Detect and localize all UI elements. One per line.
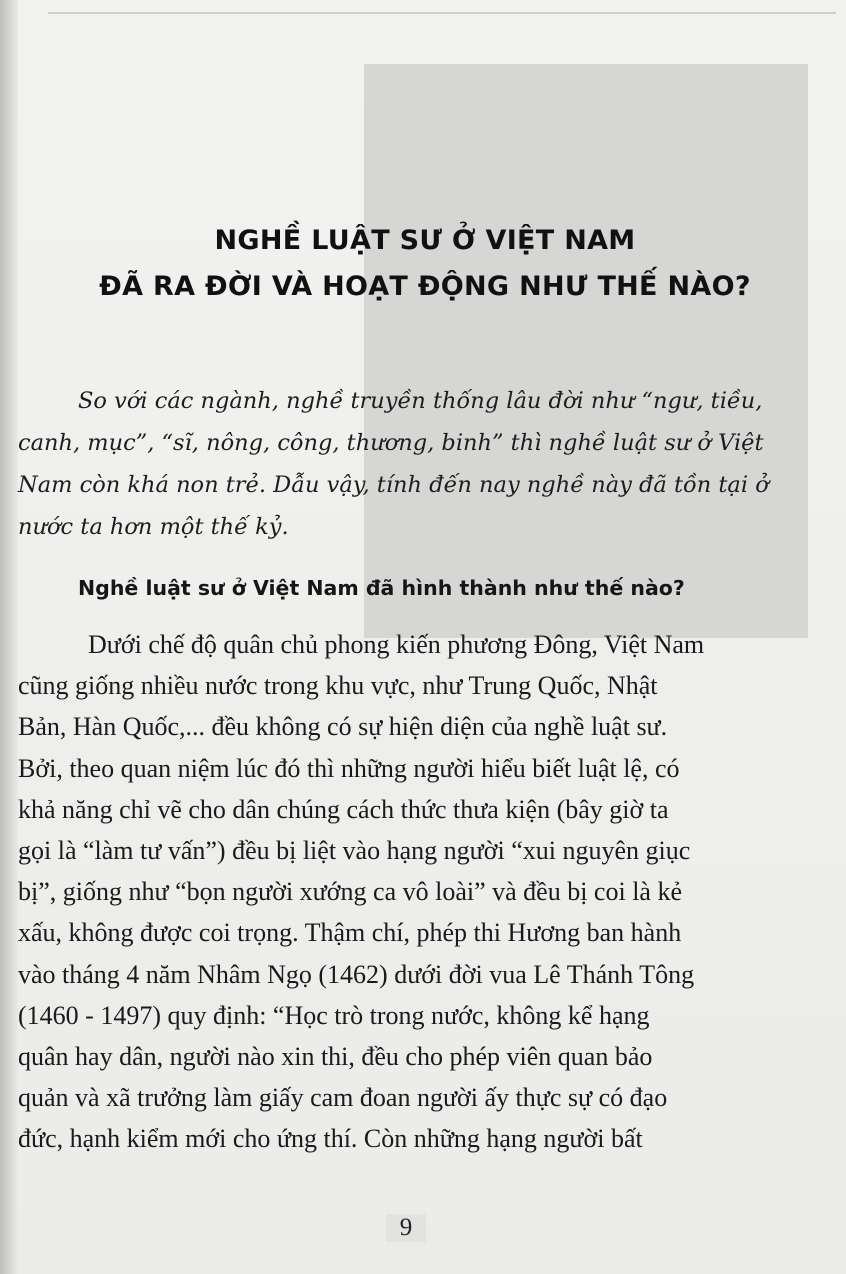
body-line: gọi là “làm tư vấn”) đều bị liệt vào hạng người “xui nguyên giục [18, 836, 691, 866]
body-line: Dưới chế độ quân chủ phong kiến phương Đông, Việt Nam [88, 630, 705, 659]
chapter-title [60, 218, 790, 310]
intro-line: So với các ngành, nghề truyền thống lâu đời như “ngư, tiều, [78, 388, 763, 414]
body-line: cũng giống nhiều nước trong khu vực, như Trung Quốc, Nhật [18, 671, 658, 701]
body-line: đức, hạnh kiểm mới cho ứng thí. Còn những hạng người bất [18, 1124, 643, 1154]
intro-line: nước ta hơn một thế kỷ. [18, 514, 289, 540]
body-line: Bản, Hàn Quốc,... đều không có sự hiện diện của nghề luật sư. [18, 712, 668, 742]
chapter-title-line-2: ĐÃ RA ĐỜI VÀ HOẠT ĐỘNG NHƯ THẾ NÀO? [99, 271, 751, 302]
body-line: bị”, giống như “bọn người xướng ca vô loài” và đều bị coi là kẻ [18, 877, 683, 907]
chapter-title-line-1: NGHỀ LUẬT SƯ Ở VIỆT NAM [214, 225, 636, 256]
body-paragraph [18, 624, 800, 1160]
intro-line: Nam còn khá non trẻ. Dẫu vậy, tính đến nay nghề này đã tồn tại ở [18, 472, 769, 498]
body-line: xấu, không được coi trọng. Thậm chí, phép thi Hương ban hành [18, 918, 682, 948]
intro-line: canh, mục”, “sĩ, nông, công, thương, binh” thì nghề luật sư ở Việt [18, 430, 764, 456]
section-heading: Nghề luật sư ở Việt Nam đã hình thành như thế nào? [78, 576, 685, 600]
body-line: quân hay dân, người nào xin thi, đều cho phép viên quan bảo [18, 1042, 653, 1072]
body-line: (1460 - 1497) quy định: “Học trò trong nước, không kể hạng [18, 1000, 650, 1030]
body-line: khả năng chỉ vẽ cho dân chúng cách thức thưa kiện (bây giờ ta [18, 794, 669, 824]
intro-paragraph [18, 380, 798, 548]
body-line: Bởi, theo quan niệm lúc đó thì những người hiểu biết luật lệ, có [18, 753, 680, 783]
body-line: quản và xã trưởng làm giấy cam đoan người ấy thực sự có đạo [18, 1083, 668, 1113]
body-line: vào tháng 4 năm Nhâm Ngọ (1462) dưới đời vua Lê Thánh Tông [18, 959, 695, 989]
page-number: 9 [386, 1214, 426, 1242]
